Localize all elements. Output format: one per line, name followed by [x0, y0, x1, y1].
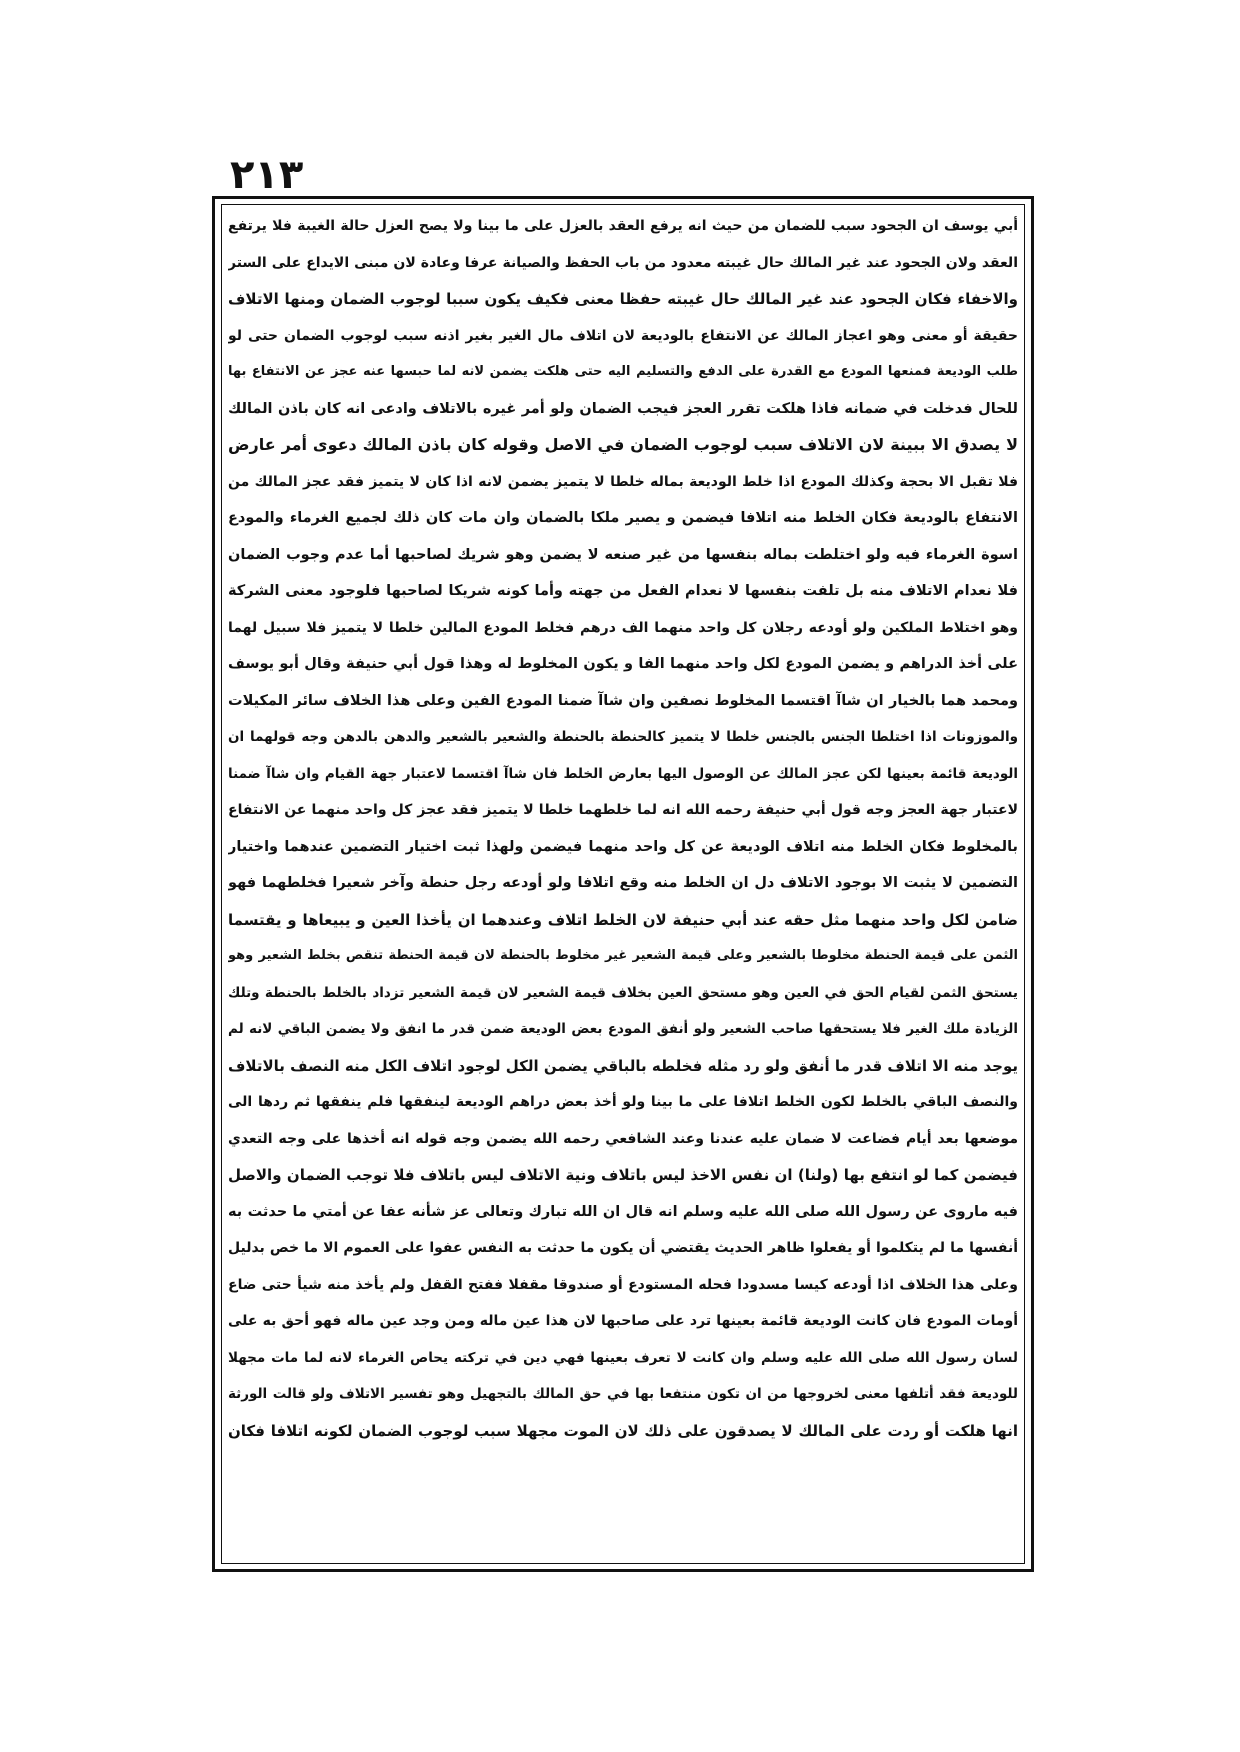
text-line: أبي يوسف ان الجحود سبب للضمان من حيث انه يرفع العقد بالعزل على ما بينا ولا يصح العزل حالة الغيبة فلا يرتفع: [228, 218, 1018, 234]
text-line: حقيقة أو معنى وهو اعجاز المالك عن الانتفاع بالوديعة لان اتلاف مال الغير بغير اذنه سبب لوجوب الضمان حتى لو: [228, 327, 1018, 344]
text-line: أنفسها ما لم يتكلموا أو يفعلوا ظاهر الحديث يقتضي أن يكون ما حدثت به النفس عفوا على العموم الا ما خص بدليل: [228, 1240, 1018, 1256]
text-line: يستحق الثمن لقيام الحق في العين وهو مستحق العين بخلاف قيمة الشعير لان قيمة الشعير تزداد بالخلط بالحنطة وتلك: [228, 984, 1018, 1001]
text-line: للحال فدخلت في ضمانه فاذا هلكت تقرر العجز فيجب الضمان ولو أمر غيره بالاتلاف وادعى انه كان باذن المالك: [228, 400, 1018, 417]
page-number: ٢١٣: [230, 152, 304, 198]
text-line: ضامن لكل واحد منهما مثل حقه عند أبي حنيفة لان الخلط اتلاف وعندهما ان يأخذا العين و يبيعاها و يقتسما: [228, 910, 1018, 929]
text-line: والموزونات اذا اختلطا الجنس بالجنس خلطا لا يتميز كالحنطة بالحنطة والشعير بالشعير والدهن بالدهن وجه قولهما ان: [228, 729, 1018, 745]
text-line: لا يصدق الا ببينة لان الاتلاف سبب لوجوب الضمان في الاصل وقوله كان باذن المالك دعوى أمر عارض: [228, 435, 1018, 454]
text-line: على أخذ الدراهم و يضمن المودع لكل واحد منهما الفا و يكون المخلوط له وهذا قول أبي حنيفة وقال أبو يوسف: [228, 656, 1018, 672]
text-line: لاعتبار جهة العجز وجه قول أبي حنيفة رحمه الله انه لما خلطهما خلطا لا يتميز فقد عجز كل واحد منهما عن الانتفاع: [228, 802, 1018, 818]
text-line: وهو اختلاط الملكين ولو أودعه رجلان كل واحد منهما الف درهم فخلط المودع المالين خلطا لا يتميز فلا سبيل لهما: [228, 619, 1018, 636]
text-line: الثمن على قيمة الحنطة مخلوطا بالشعير وعلى قيمة الشعير غير مخلوط بالحنطة لان قيمة الحنطة تنقص بخلط الشعير وهو: [228, 948, 1018, 963]
text-line: للوديعة فقد أتلفها معنى لخروجها من ان تكون منتفعا بها في حق المالك بالتجهيل وهو تفسير الاتلاف ولو قالت الورثة: [228, 1386, 1018, 1402]
text-line: الوديعة قائمة بعينها لكن عجز المالك عن الوصول اليها بعارض الخلط فان شاآ اقتسما لاعتبار جهة القيام وان شاآ ضمنا: [228, 765, 1018, 782]
text-line: وعلى هذا الخلاف اذا أودعه كيسا مسدودا فحله المستودع أو صندوقا مقفلا ففتح القفل ولم يأخذ منه شيأ حتى ضاع: [228, 1276, 1018, 1293]
text-line: العقد ولان الجحود عند غير المالك حال غيبته معدود من باب الحفظ والصيانة عرفا وعادة لان مبنى الايداع على الستر: [228, 254, 1018, 271]
text-line: اسوة الغرماء فيه ولو اختلطت بماله بنفسها من غير صنعه لا يضمن وهو شريك لصاحبها أما عدم وجوب الضمان: [228, 546, 1018, 563]
text-line: والنصف الباقي بالخلط لكون الخلط اتلافا على ما بينا ولو أخذ بعض دراهم الوديعة لينفقها فلم ينفقها ثم ردها الى: [228, 1094, 1018, 1110]
text-line: انها هلكت أو ردت على المالك لا يصدقون على ذلك لان الموت مجهلا سبب لوجوب الضمان لكونه اتلافا فكان: [228, 1421, 1018, 1440]
text-line: فيه ماروى عن رسول الله صلى الله عليه وسلم انه قال ان الله تبارك وتعالى عز شأنه عفا عن أمتي ما حدثت به: [228, 1203, 1018, 1220]
text-line: والاخفاء فكان الجحود عند غير المالك حال غيبته حفظا معنى فكيف يكون سببا لوجوب الضمان ومنها الاتلاف: [228, 290, 1018, 308]
text-line: لسان رسول الله صلى الله عليه وسلم وان كانت لا تعرف بعينها فهي دين في تركته يحاص الغرماء لانه لما مات مجهلا: [228, 1349, 1018, 1366]
text-line: موضعها بعد أيام فضاعت لا ضمان عليه عندنا وعند الشافعي رحمه الله يضمن وجه قوله انه أخذها على وجه التعدي: [228, 1130, 1018, 1147]
text-block: [228, 208, 1018, 1560]
text-line: الزيادة ملك الغير فلا يستحقها صاحب الشعير ولو أنفق المودع بعض الوديعة ضمن قدر ما انفق ولا يضمن الباقي لانه لم: [228, 1021, 1018, 1037]
text-line: أومات المودع فان كانت الوديعة قائمة بعينها ترد على صاحبها لان هذا عين ماله ومن وجد عين ماله فهو أحق به على: [228, 1313, 1018, 1329]
text-line: الانتفاع بالوديعة فكان الخلط منه اتلافا فيضمن و يصير ملكا بالضمان وان مات كان ذلك لجميع الغرماء والمودع: [228, 510, 1018, 526]
text-line: بالمخلوط فكان الخلط منه اتلاف الوديعة عن كل واحد منهما فيضمن ولهذا ثبت اختيار التضمين عندهما واختيار: [228, 838, 1018, 855]
text-line: طلب الوديعة فمنعها المودع مع القدرة على الدفع والتسليم اليه حتى هلكت يضمن لانه لما حبسها عنه عجز عن الانتفاع بها: [228, 364, 1018, 379]
text-line: التضمين لا يثبت الا بوجود الاتلاف دل ان الخلط منه وقع اتلافا ولو أودعه رجل حنطة وآخر شعيرا فخلطهما فهو: [228, 875, 1018, 891]
text-line: فلا تقبل الا بحجة وكذلك المودع اذا خلط الوديعة بماله خلطا لا يتميز يضمن لانه اذا كان لا يتميز فقد عجز المالك من: [228, 473, 1018, 490]
text-line: ومحمد هما بالخيار ان شاآ اقتسما المخلوط نصفين وان شاآ ضمنا المودع الفين وعلى هذا الخلاف سائر المكيلات: [228, 692, 1018, 709]
text-line: فلا نعدام الاتلاف منه بل تلفت بنفسها لا نعدام الفعل من جهته وأما كونه شريكا لصاحبها فلوجود معنى الشركة: [228, 583, 1018, 599]
text-line: يوجد منه الا اتلاف قدر ما أنفق ولو رد مثله فخلطه بالباقي يضمن الكل لوجود اتلاف الكل منه النصف بالاتلاف: [228, 1056, 1018, 1075]
text-line: فيضمن كما لو انتفع بها (ولنا) ان نفس الاخذ ليس باتلاف ونية الاتلاف ليس باتلاف فلا توجب الضمان والاصل: [228, 1166, 1018, 1184]
